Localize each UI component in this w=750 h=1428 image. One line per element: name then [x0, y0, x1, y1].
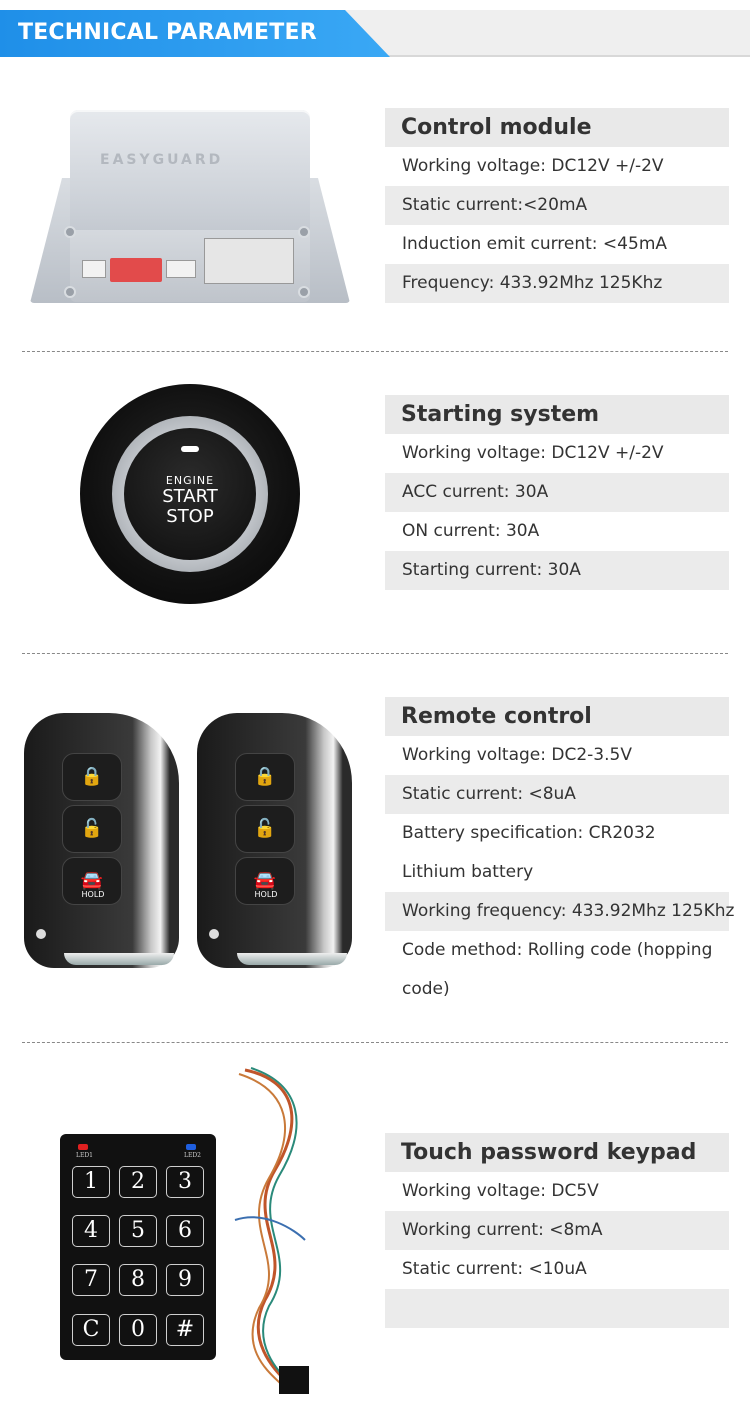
module-connector — [82, 260, 106, 278]
keypad-key-7: 7 — [72, 1264, 110, 1296]
screw-icon — [64, 226, 76, 238]
keypad-key-2: 2 — [119, 1166, 157, 1198]
spec-row: Working voltage: DC12V +/-2V — [402, 156, 664, 176]
control-module-image — [30, 110, 350, 305]
car-icon: 🚘 HOLD — [62, 857, 122, 905]
spec-row: Working voltage: DC2-3.5V — [402, 745, 632, 765]
spec-table-remote-control — [385, 697, 735, 1009]
remote-led — [36, 929, 46, 939]
keypad-cable-image — [205, 1060, 315, 1410]
led2-indicator — [186, 1144, 196, 1150]
spec-row: ACC current: 30A — [385, 473, 729, 512]
led1-indicator — [78, 1144, 88, 1150]
spec-title: Remote control — [385, 697, 729, 736]
keypad-key-0: 0 — [119, 1314, 157, 1346]
screw-icon — [298, 286, 310, 298]
button-led — [181, 446, 199, 452]
remote-led — [209, 929, 219, 939]
spec-row: Induction emit current: <45mA — [402, 234, 668, 254]
button-label-engine: ENGINE — [165, 474, 215, 487]
page-title: TECHNICAL PARAMETER — [18, 20, 317, 45]
hold-label: HOLD — [81, 890, 105, 899]
button-label-stop: STOP — [166, 506, 214, 527]
unlock-icon: 🔓 — [62, 805, 122, 853]
spec-row: Working frequency: 433.92Mhz 125Khz — [385, 892, 729, 931]
screw-icon — [64, 286, 76, 298]
module-brand: EASYGUARD — [100, 152, 224, 168]
spec-row: Working voltage: DC12V +/-2V — [402, 443, 664, 463]
spec-row: Static current: <10uA — [402, 1259, 587, 1279]
hold-label: HOLD — [254, 890, 278, 899]
spec-table-control-module — [385, 108, 729, 303]
spec-table-starting-system — [385, 395, 729, 590]
spec-title: Control module — [385, 108, 729, 147]
spec-row: ON current: 30A — [402, 521, 540, 541]
section-divider — [22, 653, 728, 654]
keypad-key-8: 8 — [119, 1264, 157, 1296]
spec-row: Static current:<20mA — [385, 186, 729, 225]
keypad-key-4: 4 — [72, 1215, 110, 1247]
led1-label: LED1 — [76, 1152, 93, 1159]
spec-table-touch-keypad — [385, 1133, 729, 1328]
spec-row: Code method: Rolling code (hopping code) — [402, 940, 713, 999]
screw-icon — [298, 226, 310, 238]
spec-row: Frequency: 433.92Mhz 125Khz — [385, 264, 729, 303]
keypad-key-6: 6 — [166, 1215, 204, 1247]
lock-icon: 🔒 — [62, 753, 122, 801]
spec-title: Starting system — [385, 395, 729, 434]
start-stop-button-image — [80, 384, 300, 604]
section-header — [0, 10, 750, 57]
keypad-key-5: 5 — [119, 1215, 157, 1247]
keypad-key-hash: # — [166, 1314, 204, 1346]
led2-label: LED2 — [184, 1152, 201, 1159]
spec-row: Working voltage: DC5V — [402, 1181, 599, 1201]
remote-key-image — [24, 713, 179, 968]
spec-row: Static current: <8uA — [385, 775, 729, 814]
car-icon: 🚘 HOLD — [235, 857, 295, 905]
keypad-key-3: 3 — [166, 1166, 204, 1198]
lock-icon: 🔒 — [235, 753, 295, 801]
remote-key-image — [197, 713, 352, 968]
unlock-icon: 🔓 — [235, 805, 295, 853]
section-divider — [22, 1042, 728, 1043]
spec-row — [385, 1289, 729, 1328]
remote-key-blade — [64, 953, 174, 965]
module-connector — [166, 260, 196, 278]
spec-row: Starting current: 30A — [385, 551, 729, 590]
module-dip-switch — [110, 258, 162, 282]
spec-title: Touch password keypad — [385, 1133, 729, 1172]
section-divider — [22, 351, 728, 352]
button-label-start: START — [162, 486, 218, 507]
touch-keypad-image — [60, 1134, 216, 1360]
spec-row: Working current: <8mA — [385, 1211, 729, 1250]
keypad-key-9: 9 — [166, 1264, 204, 1296]
keypad-key-c: C — [72, 1314, 110, 1346]
remote-key-blade — [237, 953, 347, 965]
spec-row: Battery specification: CR2032 Lithium battery — [402, 823, 656, 882]
keypad-key-1: 1 — [72, 1166, 110, 1198]
module-power-connector — [204, 238, 294, 284]
